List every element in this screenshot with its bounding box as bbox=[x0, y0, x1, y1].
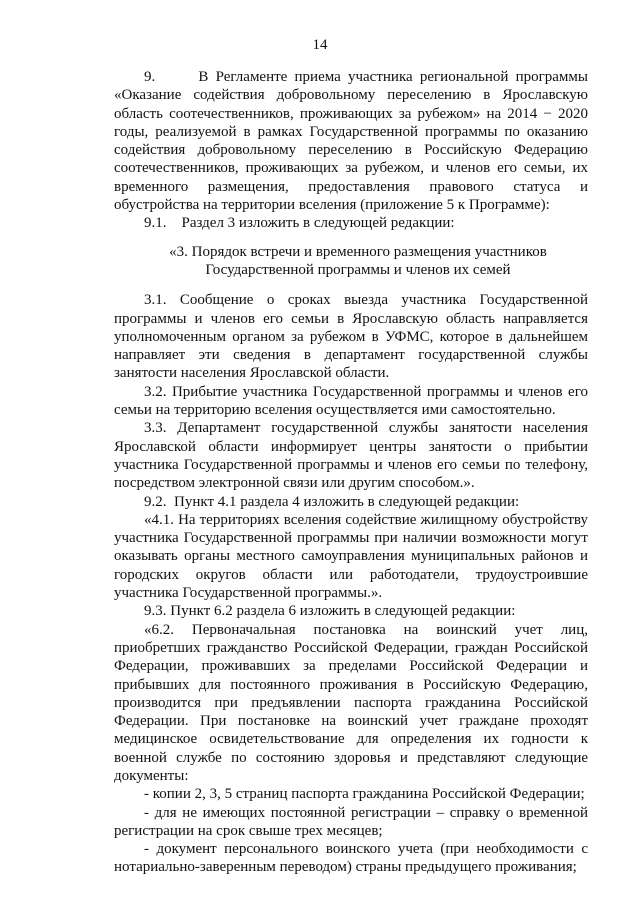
paragraph-9: 9. В Регламенте приема участника региональной программы «Оказание содействия добровольному переселению в Ярославскую область соотечественников, проживающих за рубежом» на 2014 − 2020 годы, реализуемой в рамках Государственной программы по оказанию содействия добровольному переселению в Российскую Федерацию соотечественников, проживающих за рубежом, и членов его семьи, их временного размещения, предоставления правового статуса и обустройства на территории вселения (приложение 5 к Программе): bbox=[114, 69, 588, 214]
list-item: - копии 2, 3, 5 страниц паспорта гражданина Российской Федерации; bbox=[144, 786, 585, 803]
list-item: - документ персонального воинского учета (при необходимости с нотариально-заверенным переводом) страны предыдущего проживания; bbox=[114, 841, 588, 876]
document-body bbox=[114, 68, 588, 877]
section-heading bbox=[114, 243, 588, 280]
paragraph-3-3: 3.3. Департамент государственной службы занятости населения Ярославской области информирует центры занятости о прибытии участника Государственной программы и членов его семьи по телефону, посредством электронной связи или другим способом.». bbox=[114, 420, 588, 492]
section-heading-line-2: Государственной программы и членов их семей bbox=[205, 261, 511, 278]
paragraph-3-2: 3.2. Прибытие участника Государственной программы и членов его семьи на территорию вселения осуществляется ими самостоятельно. bbox=[114, 383, 588, 419]
paragraph-9-2: 9.2. Пункт 4.1 раздела 4 изложить в следующей редакции: bbox=[144, 493, 520, 510]
paragraph-9-3: 9.3. Пункт 6.2 раздела 6 изложить в следующей редакции: bbox=[144, 603, 516, 620]
list-item: - для не имеющих постоянной регистрации – справку о временной регистрации на срок свыше трех месяцев; bbox=[114, 804, 588, 839]
paragraph-6-2: «6.2. Первоначальная постановка на воинский учет лиц, приобретших гражданство Российской Федерации, граждан Российской Федерации, проживавших за пределами Российской Федерации и прибывших для постоянного проживания в Российскую Федерацию, производится при предъявлении паспорта гражданина Российской Федерации. При постановке на воинский учет граждане проходят медицинское освидетельствование для определения их годности к военной службе по состоянию здоровья и представляют следующие документы: bbox=[114, 621, 588, 784]
paragraph-4-1: «4.1. На территориях вселения содействие жилищному обустройству участника Государственной программы при наличии возможности могут оказывать органы местного самоуправления муниципальных районов и городских округов области или работодатели, трудоустроившие участника Государственной программы.». bbox=[114, 511, 588, 602]
paragraph-3-1: 3.1. Сообщение о сроках выезда участника Государственной программы и членов его семьи в Ярославскую область направляется уполномоченным органом за рубежом в УФМС, которое в дальнейшем направляет эти сведения в департамент государственной службы занятости населения Ярославской области. bbox=[114, 292, 588, 382]
section-heading-line-1: «3. Порядок встречи и временного размещения участников bbox=[169, 243, 547, 260]
paragraph-9-1: 9.1. Раздел 3 изложить в следующей редакции: bbox=[144, 215, 455, 232]
page-number: 14 bbox=[312, 37, 328, 53]
